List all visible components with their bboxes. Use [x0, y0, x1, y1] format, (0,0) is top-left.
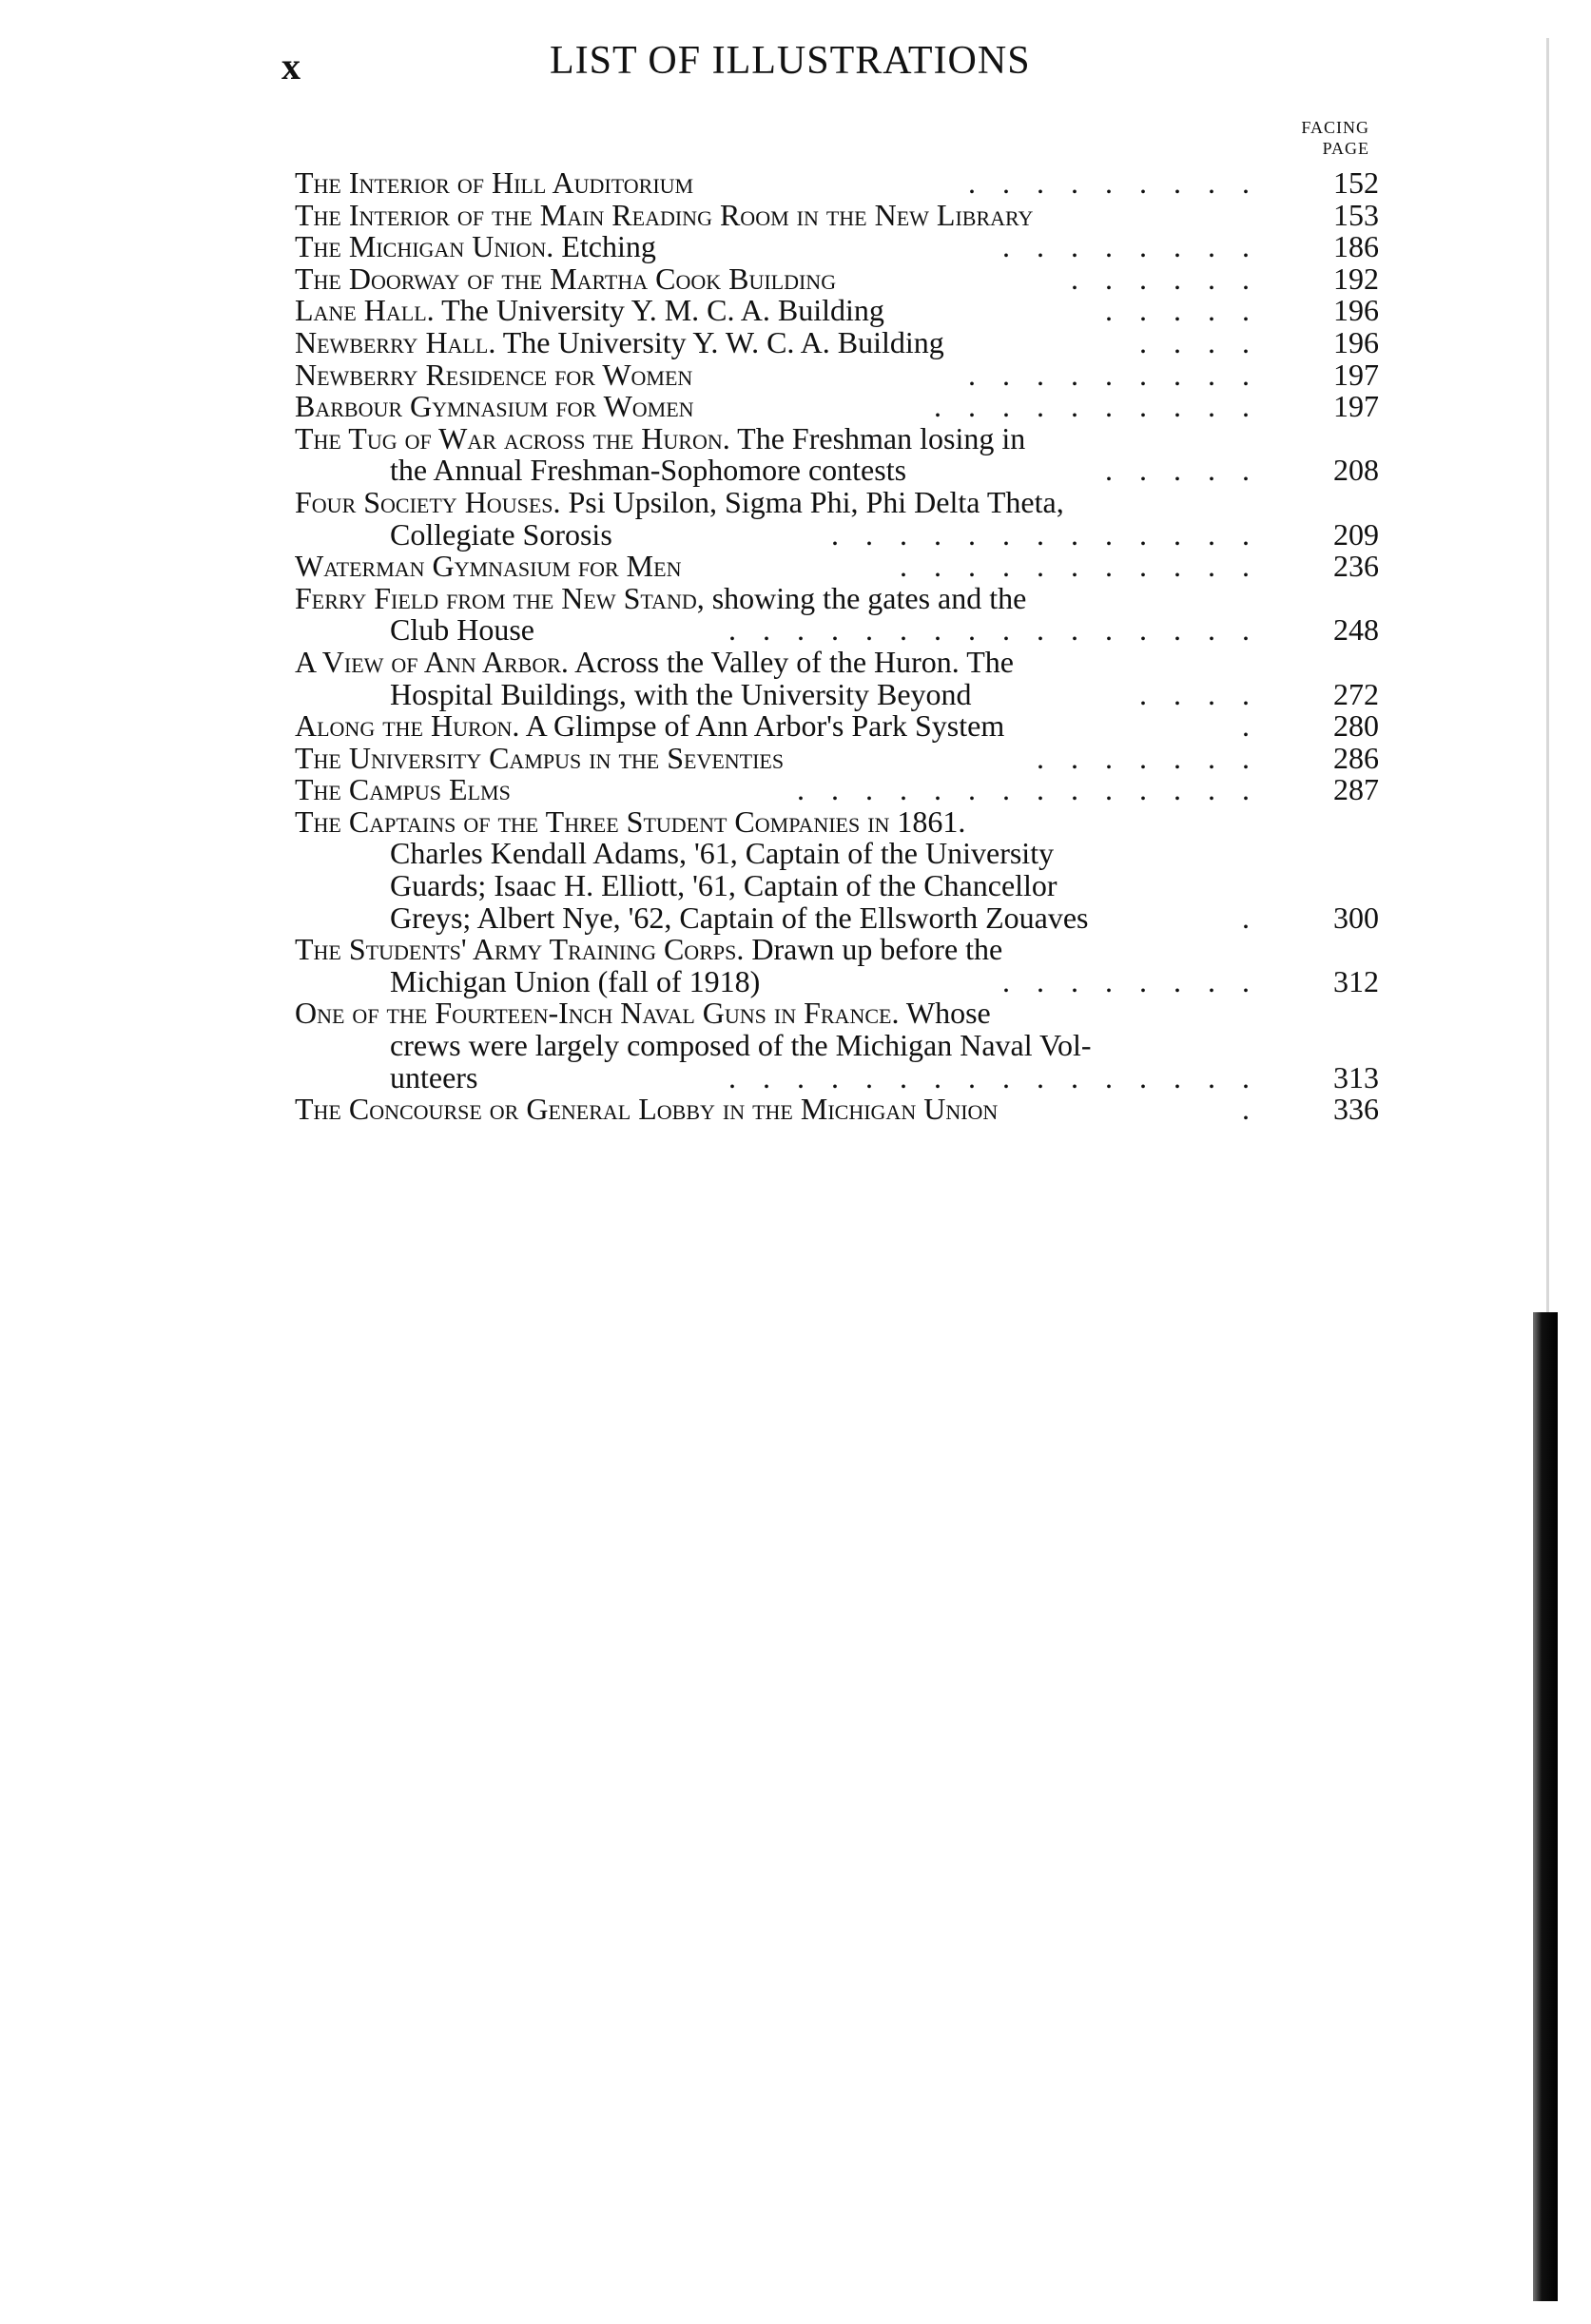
entry-continuation-line: [295, 516, 1379, 552]
entry-description: Drawn up before the: [744, 932, 1003, 967]
facing-label-line-1: FACING: [1301, 118, 1369, 137]
entry-title: [295, 774, 511, 806]
entry-caption: The Concourse or General Lobby in the Michigan Union: [295, 1092, 999, 1127]
entry-title-line: [295, 644, 1379, 679]
leader-dots: . . . . . . . . . . . . .: [831, 516, 1259, 552]
entry-title: [295, 231, 656, 263]
facing-page-number: 336: [1333, 1092, 1379, 1127]
entry-description: Etching: [553, 229, 656, 264]
illustration-entry: [295, 484, 1379, 552]
entry-title: [295, 1094, 998, 1126]
entry-title-line: [295, 934, 1379, 966]
illustration-entry: [295, 324, 1379, 359]
entry-title: [295, 484, 1064, 519]
entry-description: Across the Valley of the Huron. The: [568, 644, 1014, 679]
scan-page-edge: [1533, 1312, 1558, 2301]
facing-page-number: 312: [1333, 963, 1379, 998]
entry-continuation-line: [295, 963, 1379, 998]
leader-dots: .: [1242, 708, 1259, 744]
illustration-list: [295, 167, 1379, 1126]
entry-description: Whose: [899, 996, 991, 1031]
leader-dots: . . . . . .: [1071, 261, 1259, 296]
facing-page-number: 192: [1333, 261, 1379, 296]
illustration-entry: [295, 644, 1379, 711]
entry-continuation-line: [295, 455, 1379, 487]
entry-description-continued: unteers: [390, 1059, 478, 1094]
entry-description-continued: crews were largely composed of the Michigan Naval Vol-: [390, 1028, 1092, 1063]
leader-dots: .: [1242, 1092, 1259, 1127]
entry-title-line: [295, 167, 1379, 200]
entry-caption: The Interior of Hill Auditorium: [295, 165, 694, 200]
leader-dots: . . . . . . . . . . . . . .: [797, 772, 1259, 807]
entry-continuation-line: [295, 676, 1379, 711]
entry-title-line: [295, 484, 1379, 519]
illustration-entry: [295, 806, 1379, 934]
entry-title: [295, 391, 694, 423]
entry-caption: The Michigan Union.: [295, 229, 554, 264]
facing-page-number: 280: [1333, 708, 1379, 744]
leader-dots: . . . . . . . . .: [968, 165, 1259, 200]
entry-continuation-line: [295, 614, 1379, 647]
entry-caption: The Doorway of the Martha Cook Building: [295, 261, 837, 296]
entry-title-line: [295, 806, 1379, 839]
entry-title: [295, 324, 944, 359]
entry-title-line: [295, 997, 1379, 1030]
entry-title: [295, 580, 1027, 615]
leader-dots: . . . . . . . . . . . . . . . .: [728, 1059, 1259, 1094]
entry-title-line: [295, 1094, 1379, 1126]
entry-continuation-line: [295, 838, 1379, 870]
page-title: LIST OF ILLUSTRATIONS: [550, 39, 1031, 83]
entry-description-continued: Guards; Isaac H. Elliott, '61, Captain of the Chancellor: [390, 868, 1057, 903]
entry-description-continued: Collegiate Sorosis: [390, 516, 612, 552]
leader-dots: . . . . .: [1105, 453, 1259, 488]
entry-title: [295, 644, 1014, 679]
entry-title: [295, 934, 1002, 966]
leader-dots: . . . . . . . .: [1002, 963, 1259, 998]
entry-continuation-line: [295, 870, 1379, 902]
entry-caption: The Students' Army Training Corps.: [295, 932, 745, 967]
facing-page-number: 313: [1333, 1059, 1379, 1094]
facing-page-number: 186: [1333, 229, 1379, 264]
entry-caption: A View of Ann Arbor.: [295, 644, 569, 679]
leader-dots: . . . . . . .: [1037, 740, 1259, 775]
illustration-entry: [295, 997, 1379, 1094]
page-folio: x: [281, 45, 301, 87]
entry-description: The University Y. M. C. A. Building: [434, 293, 884, 328]
entry-title-line: [295, 774, 1379, 806]
entry-caption: Lane Hall.: [295, 293, 435, 328]
entry-title: [295, 551, 681, 583]
entry-title: [295, 740, 785, 775]
facing-page-column-label: [1246, 117, 1369, 159]
facing-page-number: 286: [1333, 740, 1379, 775]
entry-description: showing the gates and the: [704, 580, 1027, 615]
entry-title: [295, 295, 884, 327]
entry-title-line: [295, 263, 1379, 296]
entry-title-line: [295, 710, 1379, 743]
illustration-entry: [295, 263, 1379, 296]
illustration-entry: [295, 391, 1379, 423]
entry-caption: Waterman Gymnasium for Men: [295, 549, 682, 584]
leader-dots: . . . . . . . . . . . . . . . .: [728, 612, 1259, 648]
entry-caption: Barbour Gymnasium for Women: [295, 389, 694, 424]
entry-title: [295, 167, 693, 200]
leader-dots: . . . . . . . .: [1002, 229, 1259, 264]
facing-page-number: 248: [1333, 612, 1379, 648]
entry-title: [295, 806, 965, 839]
illustration-entry: [295, 295, 1379, 327]
illustration-entry: [295, 197, 1379, 232]
facing-page-number: 153: [1333, 197, 1379, 232]
entry-title: [295, 997, 991, 1030]
entry-description: Psi Upsilon, Sigma Phi, Phi Delta Theta,: [560, 484, 1064, 519]
entry-title: [295, 197, 1034, 232]
entry-title-line: [295, 295, 1379, 327]
illustration-entry: [295, 580, 1379, 648]
entry-description-continued: Michigan Union (fall of 1918): [390, 963, 761, 998]
leader-dots: . . . . . . . . .: [968, 357, 1259, 392]
entry-title-line: [295, 420, 1379, 455]
entry-caption: Ferry Field from the New Stand,: [295, 580, 705, 615]
facing-page-number: 197: [1333, 389, 1379, 424]
entry-continuation-line: [295, 902, 1379, 935]
facing-label-line-2: PAGE: [1322, 139, 1369, 158]
scan-edge-rule: [1546, 38, 1549, 1312]
leader-dots: . . . .: [1139, 676, 1259, 711]
entry-continuation-line: [295, 1059, 1379, 1094]
entry-continuation-line: [295, 1030, 1379, 1062]
leader-dots: . . . . . . . . . . .: [900, 549, 1259, 584]
leader-dots: . . . . . . . . . .: [934, 389, 1259, 424]
entry-title-line: [295, 551, 1379, 583]
entry-description: The Freshman losing in: [729, 420, 1026, 455]
entry-title: [295, 263, 836, 296]
leader-dots: . . . . .: [1105, 293, 1259, 328]
entry-title-line: [295, 359, 1379, 392]
illustration-entry: [295, 1094, 1379, 1126]
entry-title: [295, 359, 692, 392]
entry-description: A Glimpse of Ann Arbor's Park System: [519, 708, 1005, 744]
entry-caption: The Campus Elms: [295, 772, 511, 807]
illustration-entry: [295, 551, 1379, 583]
illustration-entry: [295, 231, 1379, 263]
illustration-entry: [295, 934, 1379, 997]
illustration-entry: [295, 774, 1379, 806]
illustration-entry: [295, 167, 1379, 200]
illustration-entry: [295, 359, 1379, 392]
entry-title: [295, 710, 1004, 743]
entry-caption: Four Society Houses.: [295, 484, 561, 519]
entry-caption: Newberry Residence for Women: [295, 357, 693, 392]
entry-description-continued: the Annual Freshman-Sophomore contests: [390, 453, 907, 488]
facing-page-number: 197: [1333, 357, 1379, 392]
facing-page-number: 209: [1333, 516, 1379, 552]
entry-title-line: [295, 580, 1379, 615]
facing-page-number: 272: [1333, 676, 1379, 711]
entry-title-line: [295, 324, 1379, 359]
entry-caption: One of the Fourteen-Inch Naval Guns in France.: [295, 996, 900, 1031]
facing-page-number: 300: [1333, 900, 1379, 935]
entry-title-line: [295, 231, 1379, 263]
facing-page-number: 287: [1333, 772, 1379, 807]
facing-page-number: 196: [1333, 293, 1379, 328]
entry-title-line: [295, 391, 1379, 423]
illustration-entry: [295, 710, 1379, 743]
illustration-entry: [295, 420, 1379, 488]
entry-title-line: [295, 197, 1379, 232]
leader-dots: .: [1242, 900, 1259, 935]
entry-title-line: [295, 740, 1379, 775]
entry-caption: The Tug of War across the Huron.: [295, 420, 730, 455]
facing-page-number: 152: [1333, 165, 1379, 200]
entry-description-continued: Greys; Albert Nye, '62, Captain of the Ellsworth Zouaves: [390, 900, 1089, 935]
leader-dots: . . . .: [1139, 324, 1259, 359]
illustration-entry: [295, 740, 1379, 775]
facing-page-number: 196: [1333, 324, 1379, 359]
entry-description-continued: Charles Kendall Adams, '61, Captain of the University: [390, 836, 1055, 871]
facing-page-number: 208: [1333, 453, 1379, 488]
entry-caption: The University Campus in the Seventies: [295, 740, 785, 775]
entry-description-continued: Club House: [390, 612, 534, 648]
entry-description: The University Y. W. C. A. Building: [495, 324, 944, 359]
entry-description-continued: Hospital Buildings, with the University Beyond: [390, 676, 972, 711]
entry-caption: Newberry Hall.: [295, 324, 496, 359]
entry-caption: Along the Huron.: [295, 708, 520, 744]
entry-caption: The Interior of the Main Reading Room in the New Library: [295, 197, 1034, 232]
entry-caption: The Captains of the Three Student Companies in 1861.: [295, 804, 966, 839]
facing-page-number: 236: [1333, 549, 1379, 584]
entry-title: [295, 420, 1026, 455]
running-head: [0, 38, 1591, 95]
